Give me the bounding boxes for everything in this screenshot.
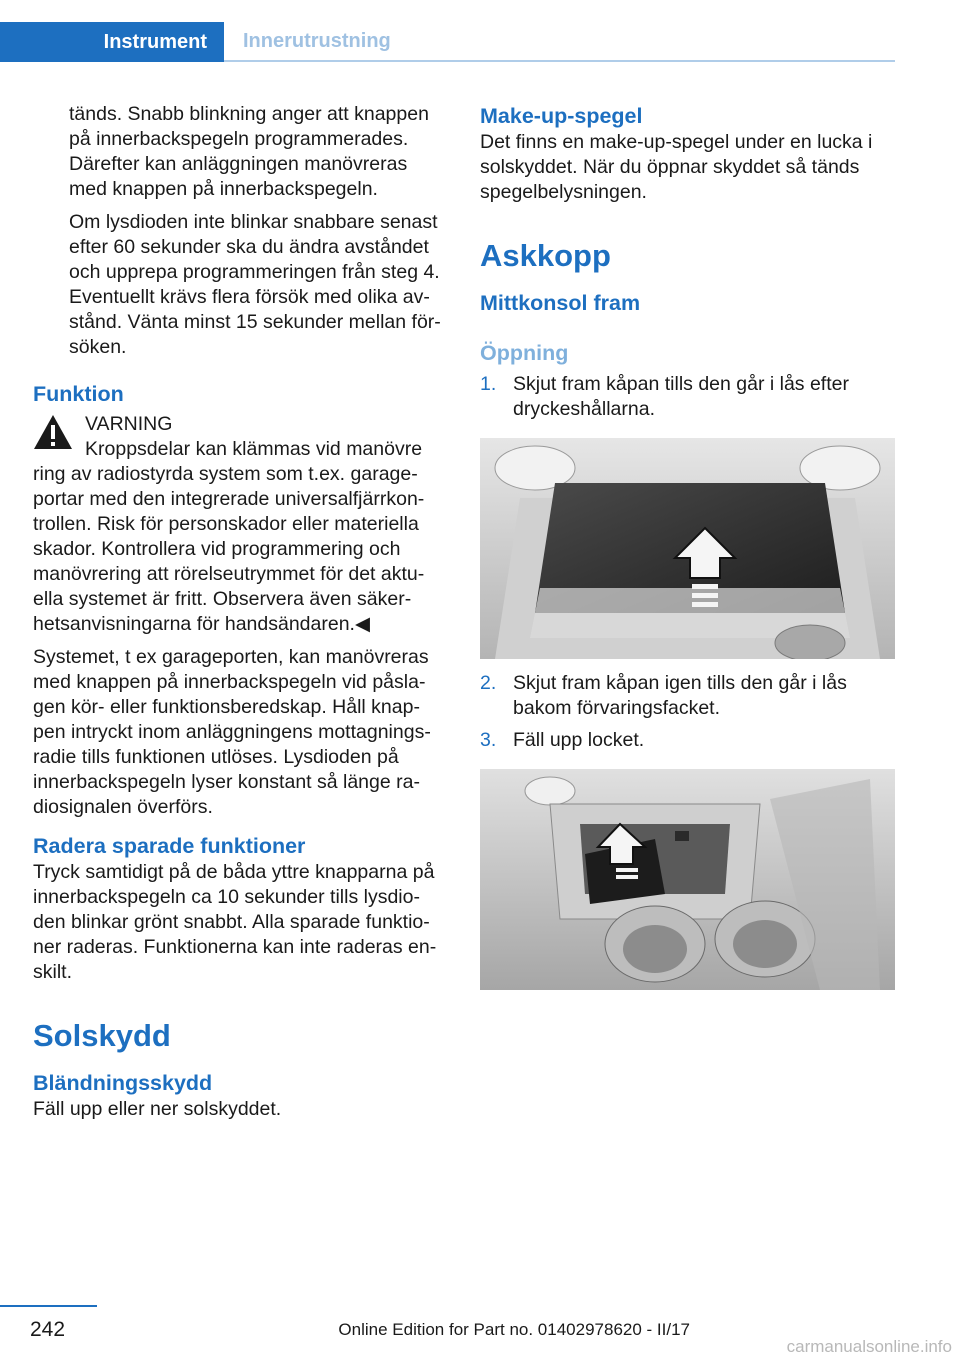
edition-text: Online Edition for Part no. 01402978620 - II/17 <box>338 1320 690 1339</box>
steps-list <box>480 372 898 422</box>
paragraph-led-retry: Om lysdioden inte blinkar snabbare senast efter 60 sekunder ska du ändra avståndet och upprepa programmeringen från steg 4. Eventuellt krävs flera försök med olika avstånd. Vänta minst 15 sekunder mellan försöken. <box>69 211 441 358</box>
paragraph-system: Systemet, t ex garageporten, kan manövreras med knappen på innerbackspegeln vid påslagen kör- eller funktionsberedskap. Håll knappen intryckt inom anläggningens mottagningsradie tills funktionen utlöses. Lysdioden på innerbackspegeln lyser konstant så länge radiosignalen överförs. <box>33 646 431 818</box>
page-number-bar <box>0 1305 97 1307</box>
page-number: 242 <box>30 1318 66 1341</box>
console-cover-image <box>480 438 895 659</box>
paragraph-makeup: Det finns en make-up-spegel under en lucka i solskyddet. När du öppnar skyddet så tänds spegelbelysningen. <box>480 131 873 203</box>
warning-icon <box>33 414 73 450</box>
paragraph-continuation: tänds. Snabb blinkning anger att knappen på innerbackspegeln programmerades. Därefter kan anläggningen manövreras med knappen på innerbackspegeln. <box>69 103 429 200</box>
heading-makeup: Make-up-spegel <box>480 104 643 128</box>
ashtray-lid-image <box>480 769 895 990</box>
warning-title: VARNING <box>85 413 173 435</box>
warning-text: ring av radiostyrda system som t.ex. garageportar med den integrerade universalfjärrkontrollen. Risk för personskador eller materiella skador. Kontrollera vid programmering och manövrering att rörelseutrymmet för det aktuella systemet är fritt. Observera även säkerhetsanvisningarna för handsändaren.◀ <box>33 463 425 635</box>
step-number: 1. <box>480 373 497 395</box>
header-tabs <box>0 22 895 62</box>
step-text: Skjut fram kåpan tills den går i lås efter dryckeshållarna. <box>513 373 849 420</box>
list-item <box>480 728 898 753</box>
heading-blandningsskydd: Bländningsskydd <box>33 1071 213 1095</box>
warning-text-first: Kroppsdelar kan klämmas vid manövre <box>85 438 423 460</box>
paragraph-radera: Tryck samtidigt på de båda yttre knapparna på innerbackspegeln ca 10 sekunder tills lysdioden blinkar grönt snabbt. Alla sparade funktioner raderas. Funktionerna kan inte raderas enskilt. <box>33 861 437 983</box>
warning-block <box>33 412 443 637</box>
heading-mittkonsol: Mittkonsol fram <box>480 291 641 315</box>
list-item <box>480 372 898 422</box>
right-column <box>480 102 898 990</box>
step-text: Fäll upp locket. <box>513 729 645 751</box>
heading-funktion: Funktion <box>33 382 124 406</box>
left-column <box>33 102 443 1122</box>
step-number: 2. <box>480 672 497 694</box>
header-divider <box>224 60 895 62</box>
heading-solskydd: Solskydd <box>33 1018 171 1053</box>
list-item <box>480 671 898 721</box>
heading-radera: Radera sparade funktioner <box>33 834 306 858</box>
step-text: Skjut fram kåpan igen tills den går i lås bakom förvaringsfacket. <box>513 672 847 719</box>
watermark: carmanualsonline.info <box>786 1337 952 1356</box>
step-number: 3. <box>480 729 497 751</box>
heading-oppning: Öppning <box>480 341 569 365</box>
paragraph-blandningsskydd: Fäll upp eller ner solskyddet. <box>33 1098 282 1120</box>
heading-askkopp: Askkopp <box>480 238 611 273</box>
tab-instrument[interactable]: Instrument <box>0 22 224 62</box>
tab-innerutrustning[interactable]: Innerutrustning <box>243 29 391 52</box>
steps-list-continued <box>480 671 898 753</box>
